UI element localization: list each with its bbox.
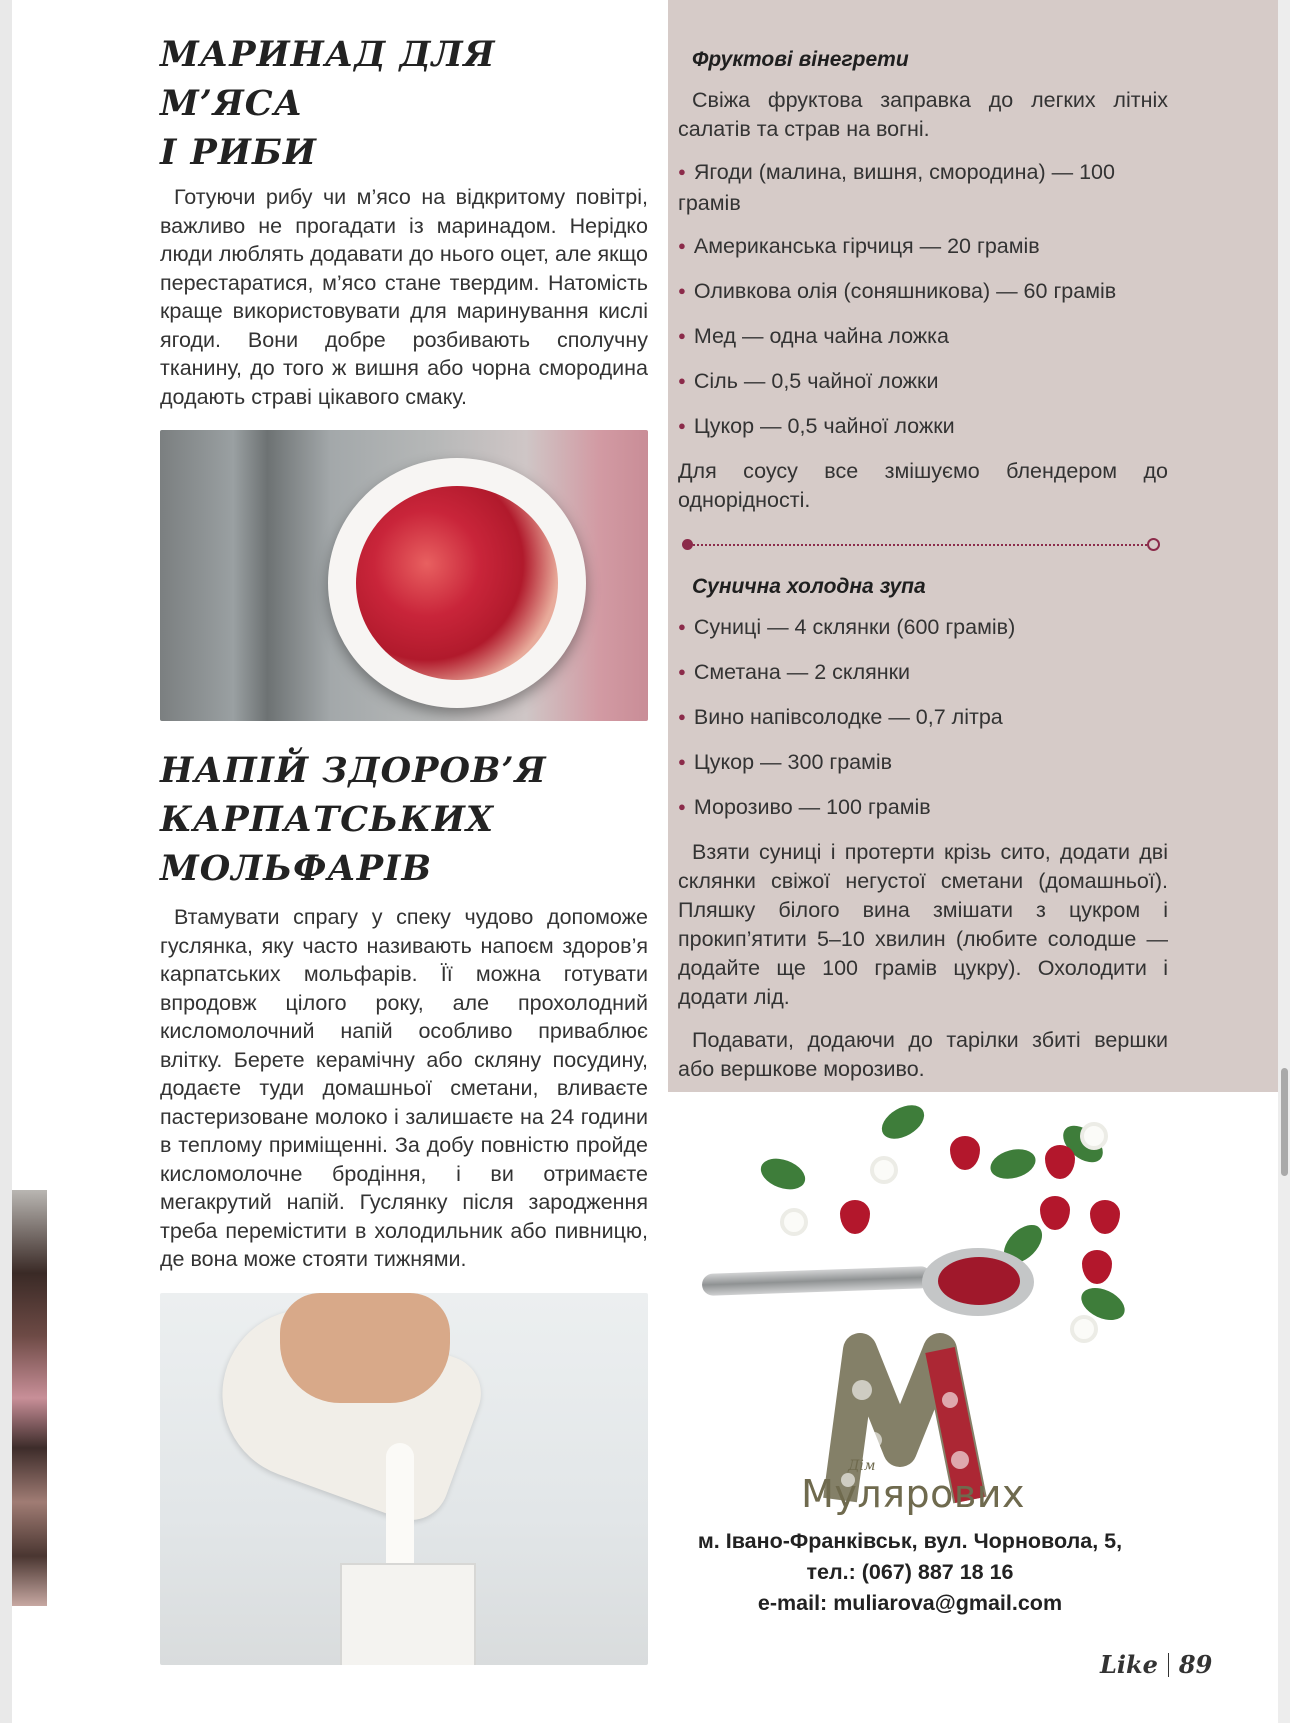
article2-body: Втамувати спрагу у спеку чудово допоможе гуслянка, яку часто називають напоєм здоров’я карпатських мольфарів. Її можна готувати впродовж цілого року, але прохолодний кисломолочний напій особливо приваблює влітку. Берете керамічну або скляну посудину, додаєте туди домашньої сметани, вливаєте пастеризоване молоко і залишаєте на 24 години в теплому приміщенні. За добу повністю пройде кисломолочне бродіння, і ви отримаєте мегакрутий напій. Гуслянку після зародження треба перемістити в холодильник або пивницю, де вона може стояти тижнями. (160, 905, 648, 1271)
strawberry (1040, 1196, 1070, 1230)
logo-name: Мулярових (801, 1472, 1025, 1516)
ingredient-item: ● Цукор — 0,5 чайної ложки (678, 412, 1168, 443)
ingredient-item: ● Американська гірчиця — 20 грамів (678, 232, 1168, 263)
spoon-handle (702, 1266, 933, 1296)
viewer-right-edge (1278, 0, 1290, 1723)
page-folio (1100, 1650, 1212, 1679)
ingredient-item: ● Сіль — 0,5 чайної ложки (678, 367, 1168, 398)
recipe2-serving: Подавати, додаючи до тарілки збиті вершки або вершкове морозиво. (678, 1028, 1168, 1081)
recipe2-method: Взяти суниці і протерти крізь сито, додати дві склянки свіжої негустої сметани (домашньої). Пляшку білого вина змішати з цукром і прокип’ятити 5–10 хвилин (любите солодше — додайте ще 100 грамів цукру). Охолодити і додати лід. (678, 840, 1168, 1009)
magazine-name: Like (1100, 1650, 1158, 1679)
recipe1-ingredients (678, 158, 1168, 443)
article1-title (160, 30, 648, 177)
scrollbar-thumb[interactable] (1281, 1068, 1288, 1176)
ingredient-item: ● Ягоди (малина, вишня, смородина) — 100 грамів (678, 158, 1168, 218)
strawberry (840, 1200, 870, 1234)
ingredient-item: ● Мед — одна чайна ложка (678, 322, 1168, 353)
strawberry-flower (870, 1156, 898, 1184)
ingredient-item: ● Сметана — 2 склянки (678, 658, 1168, 689)
article1-title-line2: І РИБИ (160, 132, 317, 173)
dotted-divider (682, 537, 1160, 553)
recipe1-note: Для соусу все змішуємо блендером до однорідності. (678, 459, 1168, 512)
strawberry (1045, 1145, 1075, 1179)
strawberry-leaf (987, 1145, 1039, 1184)
currants-bowl-photo (160, 430, 648, 721)
strawberry-leaf (876, 1098, 930, 1145)
strawberry-leaf (757, 1153, 810, 1195)
viewer-left-edge (0, 0, 12, 1723)
advert-contacts (670, 1526, 1150, 1619)
strawberry (950, 1136, 980, 1170)
article2-title-line1: НАПІЙ ЗДОРОВ’Я (160, 750, 547, 791)
recipe1-intro: Свіжа фруктова заправка до легких літніх салатів та страв на вогні. (678, 88, 1168, 141)
logo-small-word: Дім (848, 1458, 876, 1474)
previous-page-edge (12, 1190, 47, 1606)
ingredient-item: ● Суниці — 4 склянки (600 грамів) (678, 613, 1168, 644)
ingredient-item: ● Цукор — 300 грамів (678, 748, 1168, 779)
article1-title-line1: МАРИНАД ДЛЯ М’ЯСА (160, 34, 496, 124)
divider-dot-filled (682, 539, 693, 550)
advert-email: e-mail: muliarova@gmail.com (757, 1591, 1063, 1615)
strawberry-in-spoon (938, 1257, 1020, 1305)
advert-phone: тел.: (067) 887 18 16 (806, 1560, 1014, 1584)
left-column (160, 30, 648, 1665)
article1-body: Готуючи рибу чи м’ясо на відкритому повітрі, важливо не прогадати із маринадом. Нерідко люди люблять додавати до нього оцет, але якщо перестаратися, м’ясо стане твердим. Натомість краще використовувати для маринування кислі ягоди. Вони добре розбивають сполучну тканину, до того ж вишня або чорна смородина додають страві цікавого смаку. (160, 185, 648, 409)
recipe2-ingredients (678, 613, 1168, 824)
advert-address: м. Івано-Франківськ, вул. Чорновола, 5, (697, 1529, 1123, 1553)
ingredient-item: ● Вино напівсолодке — 0,7 літра (678, 703, 1168, 734)
strawberry-flower (1080, 1122, 1108, 1150)
article2-title-line3: МОЛЬФАРІВ (160, 848, 433, 889)
article2-title-line2: КАРПАТСЬКИХ (160, 799, 495, 840)
strawberry (1082, 1250, 1112, 1284)
page-number: 89 (1178, 1650, 1213, 1679)
recipes-column (678, 46, 1168, 1098)
divider-line (690, 544, 1150, 546)
strawberry-flower (780, 1208, 808, 1236)
red-currants (356, 486, 558, 680)
recipe2-title: Сунична холодна зупа (692, 575, 926, 598)
hand (280, 1293, 450, 1403)
recipe1-title: Фруктові вінегрети (692, 48, 909, 71)
strawberry (1090, 1200, 1120, 1234)
folio-separator (1168, 1653, 1169, 1677)
ingredient-item: ● Морозиво — 100 грамів (678, 793, 1168, 824)
strawberries-spoon-photo (700, 1100, 1130, 1355)
milk-glass (340, 1563, 476, 1665)
ingredient-item: ● Оливкова олія (соняшникова) — 60 грамів (678, 277, 1168, 308)
strawberry-flower (1070, 1315, 1098, 1343)
article2-title (160, 746, 648, 893)
milk-pouring-photo (160, 1293, 648, 1665)
divider-dot-hollow (1147, 538, 1160, 551)
